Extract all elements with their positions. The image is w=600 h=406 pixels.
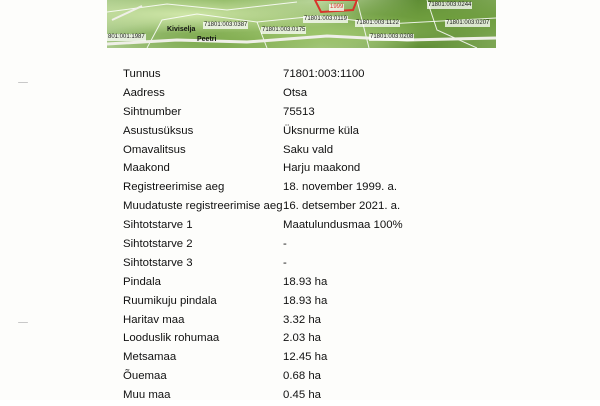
property-label: Registreerimise aeg [123,181,225,194]
property-value: 18.93 ha [283,275,328,288]
property-details-table [123,66,423,406]
property-value: 0.45 ha [283,389,322,402]
map-place-label: Peetri [197,36,217,43]
property-label: Looduslik rohumaa [123,332,220,345]
property-value: 71801:003:1100 [283,68,365,80]
property-row [123,349,423,368]
property-label: Metsamaa [123,351,177,364]
property-row [123,274,423,293]
property-label: Ruumikuju pindala [123,294,217,307]
property-label: Asustusüksus [123,124,194,137]
property-label: Aadress [123,86,165,99]
property-row [123,368,423,387]
property-value: 75513 [283,105,315,118]
property-row [123,330,423,349]
parcel-boundary [107,2,297,12]
map-parcel-label: 71801:003:1122 [356,20,399,26]
property-row [123,85,423,104]
property-label: Sihtotstarve 3 [123,256,193,269]
map-parcel-label: 71801:003:0207 [446,20,490,26]
property-label: Muu maa [123,389,171,402]
property-value: 12.45 ha [283,351,328,364]
property-value: 18.93 ha [283,294,328,307]
property-value: 0.68 ha [283,370,322,383]
property-row [123,160,423,179]
map-road [112,6,142,20]
map-parcel-label: 71801:003:0208 [370,34,414,40]
property-row [123,255,423,274]
property-value: Harju maakond [283,162,361,175]
property-label: Tunnus [123,68,161,80]
property-row [123,179,423,198]
property-label: Õuemaa [123,370,167,383]
property-value: 2.03 ha [283,332,322,345]
property-value: Saku vald [283,143,334,156]
cadastral-map [107,0,496,48]
property-value: 3.32 ha [283,313,322,326]
map-parcel-label: 71801:003:0175 [262,27,306,33]
property-row [123,312,423,331]
property-value: 18. november 1999. a. [283,181,397,194]
property-row [123,123,423,142]
map-parcel-label: 71801:003:0119 [304,16,347,22]
property-row [123,236,423,255]
property-row [123,142,423,161]
property-value: - [283,238,287,251]
map-parcel-label: 1999 [330,4,344,10]
property-label: Pindala [123,275,161,288]
property-row [123,387,423,406]
binder-hole-mark [18,322,28,323]
property-value: Otsa [283,86,308,99]
property-value: 16. detsember 2021. a. [283,200,401,213]
map-place-label: Kiviselja [167,26,196,33]
property-value: Maatulundusmaa 100% [283,219,403,232]
property-label: Omavalitsus [123,143,186,156]
property-label: Haritav maa [123,313,185,326]
property-label: Muudatuste registreerimise aeg [123,200,283,213]
property-value: - [283,256,287,269]
map-parcel-label: 801:001:1987 [108,34,145,40]
property-label: Sihtotstarve 1 [123,219,193,232]
parcel-boundary [257,22,267,48]
property-row [123,198,423,217]
property-label: Sihtotstarve 2 [123,238,193,251]
property-label: Sihtnumber [123,105,182,118]
property-row [123,66,423,85]
property-value: Üksnurme küla [283,124,359,137]
map-parcel-label: 71801:003:0244 [428,2,472,8]
binder-hole-mark [18,82,28,83]
property-row [123,217,423,236]
map-road [107,36,496,44]
property-label: Maakond [123,162,170,175]
map-parcel-label: 71801:003:0387 [204,22,248,28]
property-row [123,104,423,123]
property-row [123,293,423,312]
